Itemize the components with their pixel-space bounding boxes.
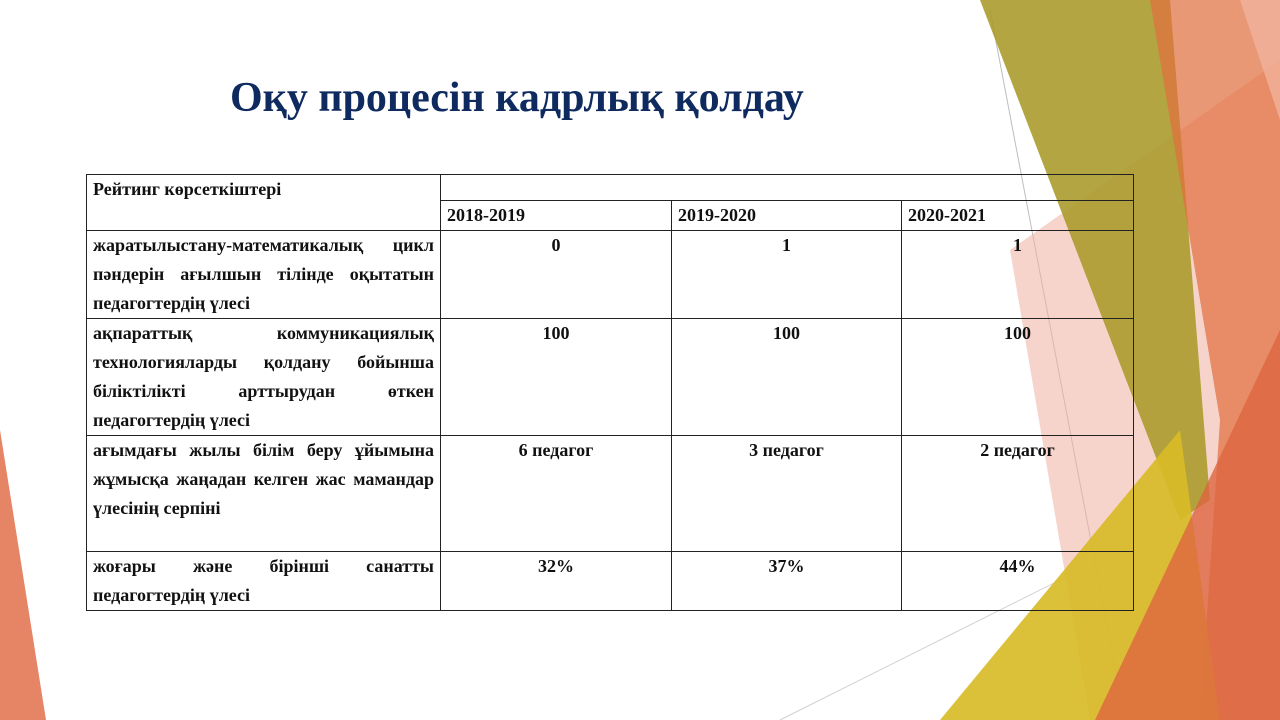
row-value: 3 педагог (672, 436, 902, 552)
row-label: жаратылыстану-математикалық цикл пәндерін ағылшын тілінде оқытатын педагогтердің үлесі (87, 231, 441, 319)
row-value: 100 (672, 319, 902, 436)
row-value: 6 педагог (441, 436, 672, 552)
row-value: 44% (902, 552, 1134, 611)
table-header-row (87, 175, 1134, 201)
year-cell: 2020-2021 (902, 201, 1134, 231)
table-row (87, 319, 1134, 436)
row-value: 37% (672, 552, 902, 611)
row-label: ақпараттық коммуникациялық технологияларды қолдану бойынша біліктілікті арттырудан өткен педагогтердің үлесі (87, 319, 441, 436)
rating-table (86, 174, 1134, 611)
year-cell: 2019-2020 (672, 201, 902, 231)
header-label: Рейтинг көрсеткіштері (93, 179, 282, 199)
left-orange-shape (0, 430, 46, 720)
row-value: 100 (441, 319, 672, 436)
row-value: 100 (902, 319, 1134, 436)
table-row (87, 436, 1134, 552)
row-label: жоғары және бірінші санатты педагогтердің үлесі (87, 552, 441, 611)
row-value: 32% (441, 552, 672, 611)
year-cell: 2018-2019 (441, 201, 672, 231)
table-row (87, 552, 1134, 611)
row-label: ағымдағы жылы білім беру ұйымына жұмысқа жаңадан келген жас мамандар үлесінің серпіні (87, 436, 441, 552)
row-value: 1 (672, 231, 902, 319)
row-value: 0 (441, 231, 672, 319)
row-value: 2 педагог (902, 436, 1134, 552)
row-value: 1 (902, 231, 1134, 319)
slide-title: Оқу процесін кадрлық қолдау (230, 75, 804, 121)
table-row (87, 231, 1134, 319)
header-empty-cell (441, 175, 1134, 201)
header-label-cell (87, 175, 441, 231)
